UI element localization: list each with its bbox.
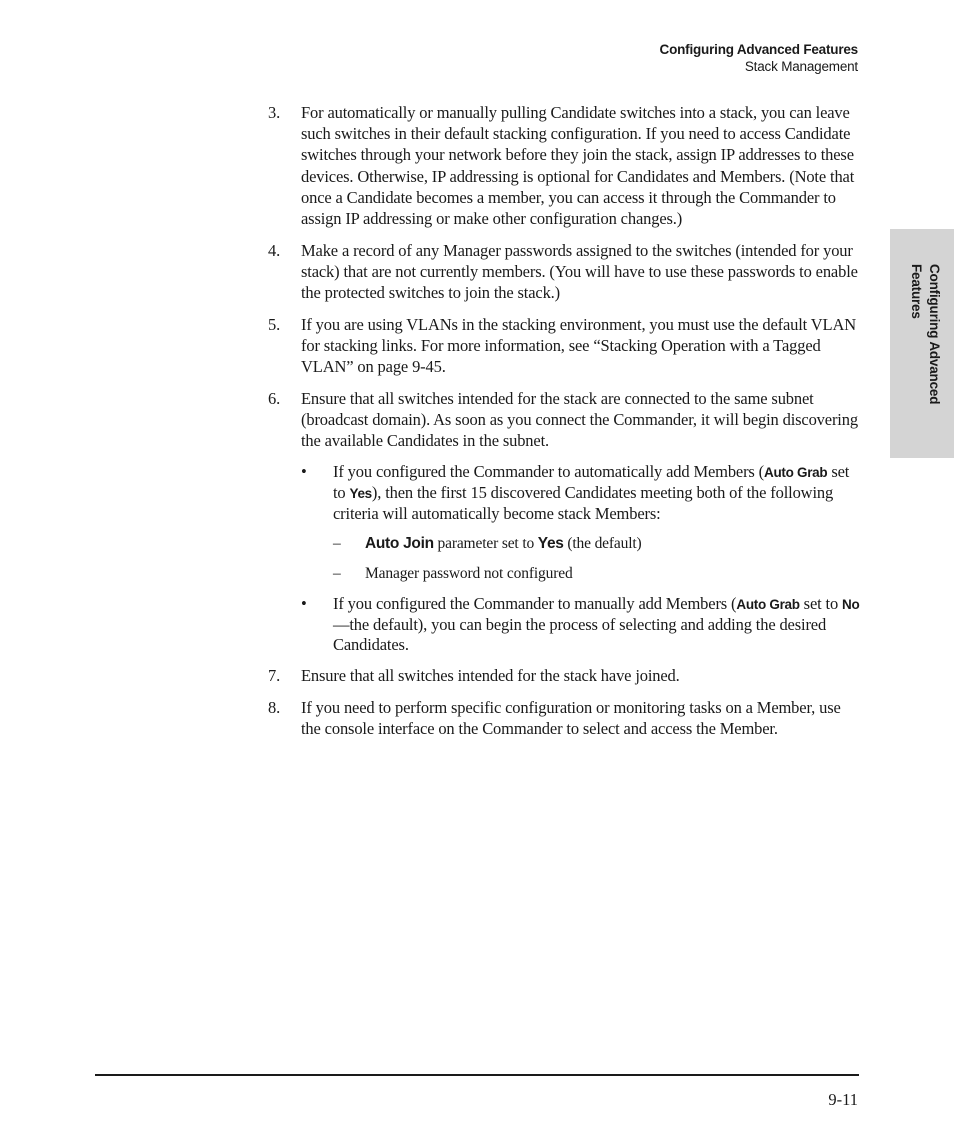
item-number: 3. — [268, 103, 281, 122]
bullet-text: set to — [333, 461, 850, 502]
item-text: For automatically or manually pulling Candidate switches into a stack, you can leave such switches in their default stacking configuration. If you need to access Candidate switches through your network before they join the stack, assign IP addresses to these devices. Otherwise, IP addressing is optional for Candidates and Members. (Note that once a Candidate becomes a member, you can access it through the Commander to assign IP addressing or make other configuration changes.) — [301, 103, 855, 229]
item-text: Ensure that all switches intended for the stack are connected to the same subnet (broadcast domain). As soon as you connect the Commander, it will begin discovering the available Candidates in the subnet. — [301, 388, 858, 451]
list-item — [268, 314, 860, 378]
list-item — [268, 240, 860, 304]
item-text: If you need to perform specific configuration or monitoring tasks on a Member, use the console interface on the Commander to select and access the Member. — [301, 697, 841, 738]
sub-text: Manager password not configured — [365, 564, 573, 582]
item-number: 5. — [268, 314, 281, 334]
keyword-yes: Yes — [349, 485, 372, 501]
side-tab-label: Configuring Advanced Features — [909, 264, 942, 405]
bullet-text: If you configured the Commander to automatically add Members ( — [333, 461, 765, 481]
item-text: Make a record of any Manager passwords assigned to the switches (intended for your stack) that are not currently members. (You will have to use these passwords to enable the protected switches to join the stack.) — [301, 240, 858, 303]
page-number: 9-11 — [828, 1090, 858, 1109]
sub-list — [333, 534, 860, 584]
list-item — [268, 665, 860, 686]
bullet-item — [301, 594, 860, 655]
chapter-title: Configuring Advanced Features — [659, 42, 858, 57]
keyword-auto-grab: Auto Grab — [736, 596, 800, 612]
bullet-mark: • — [301, 593, 307, 613]
keyword-auto-join: Auto Join — [365, 534, 434, 552]
sub-text: parameter set to — [433, 534, 538, 552]
main-content — [268, 102, 860, 750]
sub-item — [333, 564, 860, 584]
item-number: 7. — [268, 666, 281, 686]
bullet-text: —the default), you can begin the process of selecting and adding the desired Candidates. — [333, 614, 827, 654]
bullet-list — [301, 462, 860, 655]
keyword-auto-grab: Auto Grab — [764, 464, 828, 480]
keyword-yes: Yes — [537, 534, 564, 552]
keyword-no: No — [842, 596, 860, 612]
item-text: Ensure that all switches intended for the stack have joined. — [301, 666, 680, 686]
item-number: 6. — [268, 388, 281, 408]
section-title: Stack Management — [744, 59, 858, 74]
item-number: 4. — [268, 240, 281, 260]
footer-rule — [95, 1074, 859, 1076]
list-item — [268, 388, 860, 655]
sub-item — [333, 534, 860, 554]
running-header — [660, 41, 858, 76]
chapter-side-tab — [890, 229, 954, 458]
list-item — [268, 697, 860, 739]
list-item — [268, 102, 860, 229]
bullet-item — [301, 462, 860, 584]
dash-mark: – — [333, 534, 341, 552]
bullet-text: If you configured the Commander to manually add Members ( — [333, 593, 737, 613]
item-text: If you are using VLANs in the stacking environment, you must use the default VLAN for stacking links. For more information, see “Stacking Operation with a Tagged VLAN” on page 9-45. — [301, 314, 857, 377]
dash-mark: – — [333, 564, 341, 582]
bullet-text: set to — [799, 593, 843, 613]
bullet-mark: • — [301, 461, 307, 481]
sub-text: (the default) — [563, 534, 642, 552]
bullet-text: ), then the first 15 discovered Candidates meeting both of the following criteria will automatically become stack Members: — [333, 482, 834, 523]
item-number: 8. — [268, 697, 281, 717]
